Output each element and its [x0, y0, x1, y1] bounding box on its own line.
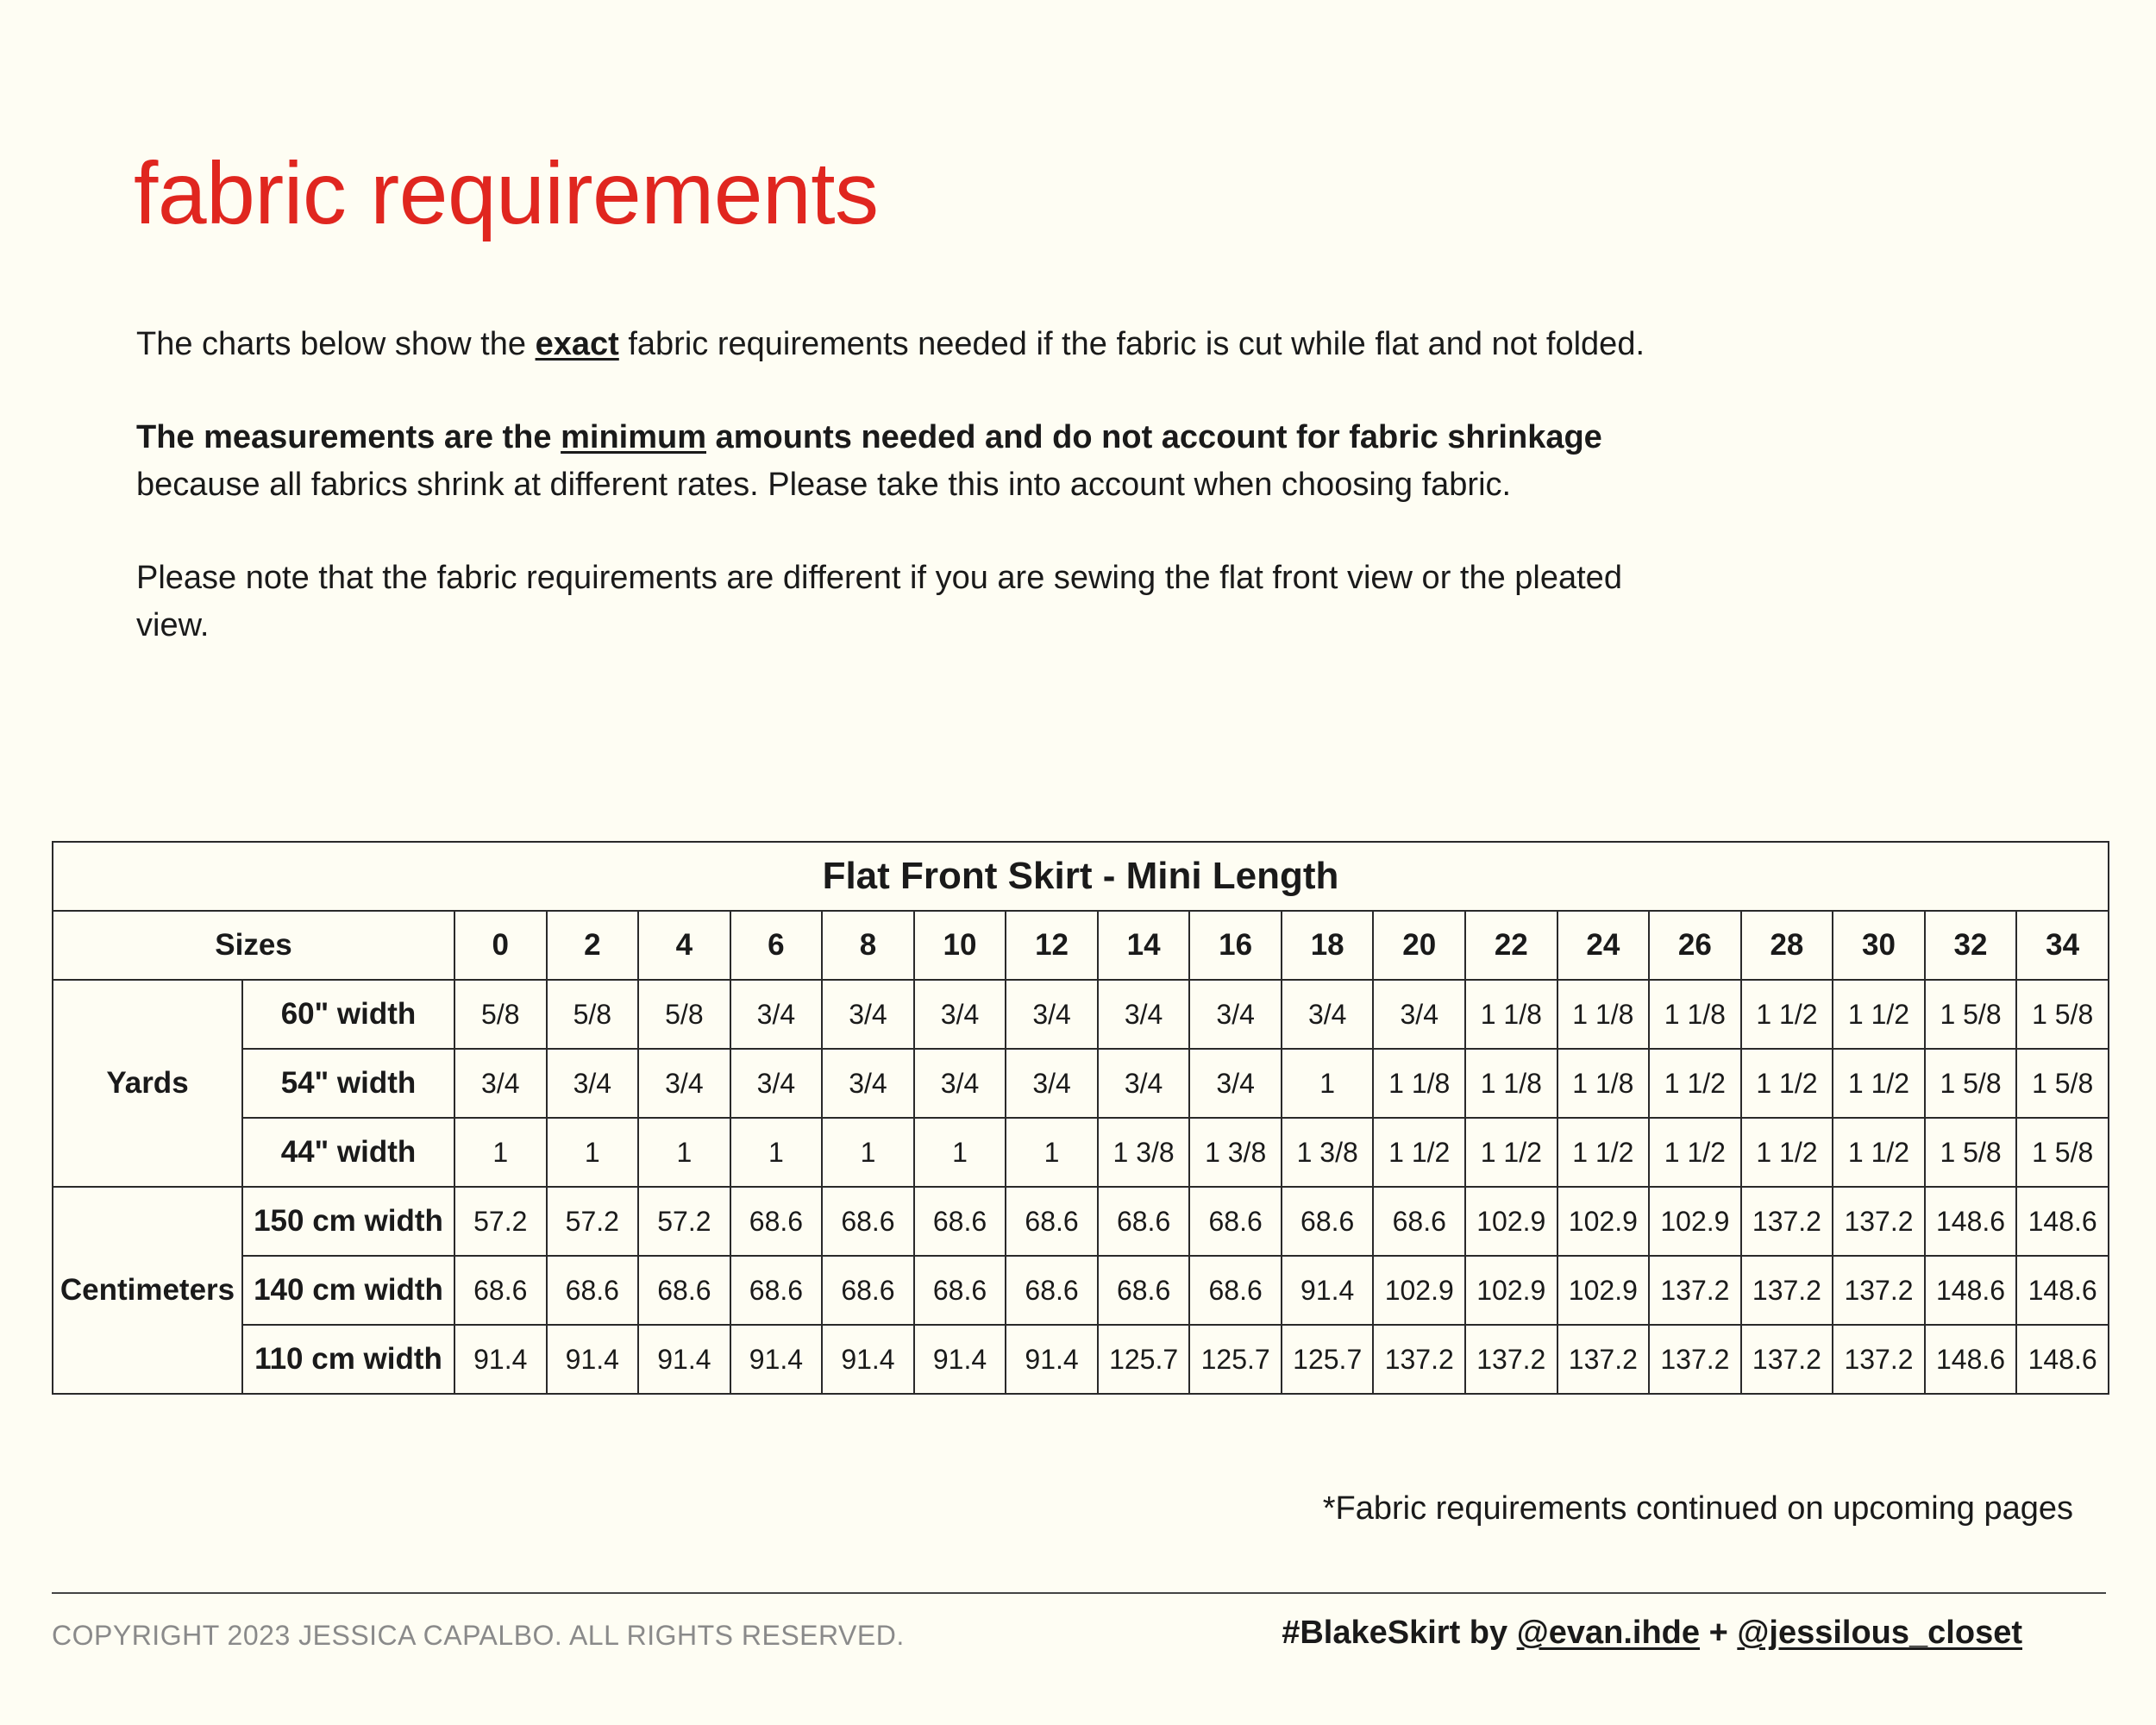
table-cell: 3/4 [1373, 980, 1465, 1049]
evan-ihde-link[interactable]: @evan.ihde [1516, 1615, 1701, 1651]
table-cell: 1 3/8 [1098, 1118, 1190, 1187]
size-header-0: 0 [454, 911, 547, 980]
emphasis-minimum: minimum [561, 419, 706, 455]
table-cell: 91.4 [1006, 1325, 1098, 1394]
size-header-14: 14 [1098, 911, 1190, 980]
table-cell: 68.6 [730, 1187, 823, 1256]
table-cell: 3/4 [730, 1049, 823, 1118]
jessilous-closet-link[interactable]: @jessilous_closet [1737, 1615, 2022, 1651]
table-cell: 1 [454, 1118, 547, 1187]
table-cell: 148.6 [2016, 1256, 2109, 1325]
table-cell: 68.6 [730, 1256, 823, 1325]
table-cell: 1 1/2 [1833, 980, 1925, 1049]
sizes-label: Sizes [53, 911, 454, 980]
table-cell: 3/4 [822, 1049, 914, 1118]
table-cell: 68.6 [1373, 1187, 1465, 1256]
table-cell: 68.6 [1098, 1187, 1190, 1256]
table-row [53, 1049, 2109, 1118]
size-header-28: 28 [1741, 911, 1833, 980]
fabric-width-label: 44" width [242, 1118, 454, 1187]
table-cell: 68.6 [1006, 1187, 1098, 1256]
copyright-text: COPYRIGHT 2023 JESSICA CAPALBO. ALL RIGHTS RESERVED. [52, 1620, 905, 1651]
table-cell: 102.9 [1649, 1187, 1741, 1256]
table-cell: 3/4 [1189, 1049, 1282, 1118]
size-header-10: 10 [914, 911, 1006, 980]
table-row [53, 980, 2109, 1049]
table-cell: 68.6 [1282, 1187, 1374, 1256]
fabric-width-label: 140 cm width [242, 1256, 454, 1325]
unit-group-label: Centimeters [53, 1187, 242, 1394]
table-cell: 57.2 [638, 1187, 730, 1256]
size-header-34: 34 [2016, 911, 2109, 980]
table-cell: 1 1/8 [1373, 1049, 1465, 1118]
size-header-32: 32 [1925, 911, 2017, 980]
table-cell: 68.6 [822, 1256, 914, 1325]
table-cell: 1 1/2 [1465, 1118, 1557, 1187]
fabric-width-label: 150 cm width [242, 1187, 454, 1256]
table-cell: 1 1/2 [1833, 1118, 1925, 1187]
table-cell: 5/8 [638, 980, 730, 1049]
size-header-4: 4 [638, 911, 730, 980]
table-cell: 3/4 [914, 1049, 1006, 1118]
table-cell: 1 1/2 [1741, 1118, 1833, 1187]
size-header-24: 24 [1557, 911, 1650, 980]
sizes-row [53, 911, 2109, 980]
table-cell: 148.6 [1925, 1325, 2017, 1394]
table-cell: 3/4 [1098, 980, 1190, 1049]
size-header-2: 2 [547, 911, 639, 980]
table-cell: 1 5/8 [2016, 980, 2109, 1049]
table-cell: 91.4 [914, 1325, 1006, 1394]
table-cell: 3/4 [547, 1049, 639, 1118]
table-cell: 137.2 [1833, 1256, 1925, 1325]
table-cell: 137.2 [1741, 1187, 1833, 1256]
continued-note: *Fabric requirements continued on upcoming pages [1322, 1490, 2073, 1527]
table-body [53, 980, 2109, 1394]
intro-paragraph-1: The charts below show the exact fabric requirements needed if the fabric is cut while flat and not folded. [136, 326, 1645, 362]
size-header-6: 6 [730, 911, 823, 980]
table-cell: 3/4 [1098, 1049, 1190, 1118]
table-cell: 1 [730, 1118, 823, 1187]
table-cell: 148.6 [1925, 1256, 2017, 1325]
table-cell: 137.2 [1833, 1325, 1925, 1394]
intro-text [136, 321, 1654, 695]
table-cell: 1 5/8 [2016, 1118, 2109, 1187]
table-title: Flat Front Skirt - Mini Length [53, 842, 2109, 911]
table-cell: 3/4 [1006, 980, 1098, 1049]
emphasis-exact: exact [535, 326, 619, 362]
table-cell: 68.6 [547, 1256, 639, 1325]
table-cell: 1 1/8 [1649, 980, 1741, 1049]
table-cell: 57.2 [454, 1187, 547, 1256]
table-cell: 91.4 [730, 1325, 823, 1394]
table-cell: 102.9 [1465, 1256, 1557, 1325]
fabric-width-label: 54" width [242, 1049, 454, 1118]
table-cell: 91.4 [822, 1325, 914, 1394]
table-cell: 1 [638, 1118, 730, 1187]
table-cell: 102.9 [1373, 1256, 1465, 1325]
size-header-16: 16 [1189, 911, 1282, 980]
table-cell: 1 5/8 [2016, 1049, 2109, 1118]
size-header-22: 22 [1465, 911, 1557, 980]
fabric-width-label: 60" width [242, 980, 454, 1049]
size-header-26: 26 [1649, 911, 1741, 980]
footer-divider [52, 1592, 2106, 1594]
table-cell: 102.9 [1557, 1256, 1650, 1325]
page-title: fabric requirements [134, 144, 879, 242]
table-cell: 3/4 [822, 980, 914, 1049]
table-cell: 3/4 [914, 980, 1006, 1049]
table-cell: 1 1/2 [1557, 1118, 1650, 1187]
table-cell: 68.6 [1189, 1187, 1282, 1256]
table-title-row [53, 842, 2109, 911]
size-header-30: 30 [1833, 911, 1925, 980]
table-cell: 68.6 [1098, 1256, 1190, 1325]
table-cell: 91.4 [1282, 1256, 1374, 1325]
table-cell: 1 1/2 [1373, 1118, 1465, 1187]
table-cell: 91.4 [454, 1325, 547, 1394]
table-cell: 1 [822, 1118, 914, 1187]
table-cell: 68.6 [1006, 1256, 1098, 1325]
table-cell: 91.4 [547, 1325, 639, 1394]
table-cell: 102.9 [1465, 1187, 1557, 1256]
table-cell: 1 1/8 [1465, 1049, 1557, 1118]
size-header-8: 8 [822, 911, 914, 980]
table-cell: 68.6 [914, 1256, 1006, 1325]
intro-paragraph-3: Please note that the fabric requirements are different if you are sewing the flat front view or the pleated view. [136, 560, 1622, 643]
table-cell: 1 [1006, 1118, 1098, 1187]
size-header-12: 12 [1006, 911, 1098, 980]
table-cell: 1 [547, 1118, 639, 1187]
table-cell: 1 1/2 [1649, 1118, 1741, 1187]
table-cell: 1 5/8 [1925, 1118, 2017, 1187]
table-row [53, 1325, 2109, 1394]
table-row [53, 1187, 2109, 1256]
table-cell: 3/4 [638, 1049, 730, 1118]
table-row [53, 1256, 2109, 1325]
table-cell: 125.7 [1098, 1325, 1190, 1394]
table-cell: 137.2 [1741, 1256, 1833, 1325]
table-cell: 3/4 [454, 1049, 547, 1118]
table-cell: 3/4 [1282, 980, 1374, 1049]
table-cell: 1 [914, 1118, 1006, 1187]
table-row [53, 1118, 2109, 1187]
table-cell: 1 1/2 [1649, 1049, 1741, 1118]
size-header-18: 18 [1282, 911, 1374, 980]
table-cell: 68.6 [822, 1187, 914, 1256]
table-cell: 148.6 [1925, 1187, 2017, 1256]
table-cell: 1 1/2 [1833, 1049, 1925, 1118]
size-header-20: 20 [1373, 911, 1465, 980]
table-cell: 148.6 [2016, 1325, 2109, 1394]
table-cell: 68.6 [638, 1256, 730, 1325]
fabric-requirements-table [52, 841, 2109, 1395]
table-cell: 1 5/8 [1925, 1049, 2017, 1118]
table-cell: 137.2 [1465, 1325, 1557, 1394]
table-cell: 137.2 [1557, 1325, 1650, 1394]
table-cell: 5/8 [547, 980, 639, 1049]
table-cell: 91.4 [638, 1325, 730, 1394]
table-cell: 137.2 [1373, 1325, 1465, 1394]
table-cell: 3/4 [730, 980, 823, 1049]
intro-paragraph-2: The measurements are the minimum amounts needed and do not account for fabric shrinkage because all fabrics shrink at different rates. Please take this into account when choosing fabric. [136, 419, 1602, 503]
table-cell: 3/4 [1006, 1049, 1098, 1118]
table-cell: 1 3/8 [1189, 1118, 1282, 1187]
table-cell: 5/8 [454, 980, 547, 1049]
table-cell: 1 3/8 [1282, 1118, 1374, 1187]
credit-line: #BlakeSkirt by @evan.ihde + @jessilous_closet [1282, 1615, 2022, 1651]
unit-group-label: Yards [53, 980, 242, 1187]
table-cell: 1 [1282, 1049, 1374, 1118]
table-cell: 1 5/8 [1925, 980, 2017, 1049]
table-cell: 68.6 [454, 1256, 547, 1325]
table-cell: 1 1/8 [1465, 980, 1557, 1049]
table-cell: 137.2 [1833, 1187, 1925, 1256]
table-cell: 102.9 [1557, 1187, 1650, 1256]
table-cell: 1 1/8 [1557, 980, 1650, 1049]
table-cell: 1 1/2 [1741, 980, 1833, 1049]
table-cell: 148.6 [2016, 1187, 2109, 1256]
table-cell: 68.6 [914, 1187, 1006, 1256]
table-cell: 125.7 [1282, 1325, 1374, 1394]
table-cell: 57.2 [547, 1187, 639, 1256]
table-cell: 125.7 [1189, 1325, 1282, 1394]
table-cell: 1 1/2 [1741, 1049, 1833, 1118]
table-cell: 137.2 [1649, 1256, 1741, 1325]
table-cell: 137.2 [1649, 1325, 1741, 1394]
table-cell: 137.2 [1741, 1325, 1833, 1394]
table-cell: 3/4 [1189, 980, 1282, 1049]
table-cell: 1 1/8 [1557, 1049, 1650, 1118]
fabric-width-label: 110 cm width [242, 1325, 454, 1394]
table-cell: 68.6 [1189, 1256, 1282, 1325]
